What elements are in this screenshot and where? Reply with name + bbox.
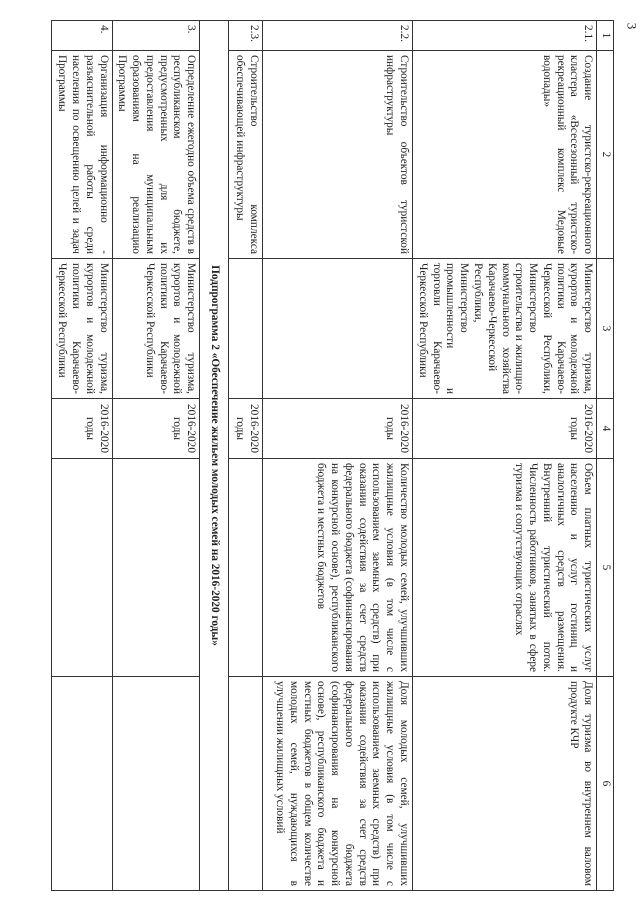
indicator: Объем платных туристических услуг населению и услуг гостиниц и аналогичных средств размещения. Внутренний туристический поток. Численность работников, занятых в сфере туризма и сопутствующих отраслях xyxy=(413,459,597,677)
subprogram-title: Подпрограмма 2 «Обеспечение жильем молодых семей на 2016-2020 годы» xyxy=(200,21,229,891)
table-row xyxy=(112,21,200,891)
table-row xyxy=(229,21,263,891)
executor: Министерство туризма, курортов и молодежной политики Карачаево-Черкесской Республики xyxy=(112,259,200,399)
row-number: 2.3. xyxy=(229,21,263,51)
target xyxy=(229,677,263,891)
header-cell: 2 xyxy=(597,51,614,259)
target xyxy=(52,677,112,891)
page-number: 3 xyxy=(623,22,639,30)
activity-name: Строительство объектов туристской инфраструктуры xyxy=(263,51,413,259)
table-row xyxy=(413,21,597,891)
header-row xyxy=(597,21,614,891)
target: Доля молодых семей, улучшивших жилищные условия (в том числе с использованием заемных средств) при оказании содействия за счет средств федерального бюджета (софинансирования на конкурсной основе), республиканского бюджета и местных бюджетов в общем количестве молодых семей, нуждающихся в улучшении жилищных условий xyxy=(263,677,413,891)
table-row xyxy=(263,21,413,891)
rotated-table-container xyxy=(56,20,614,890)
term: 2016-2020 годы xyxy=(52,399,112,459)
row-number: 3. xyxy=(112,21,200,51)
header-cell: 3 xyxy=(597,259,614,399)
activity-name: Организация информационно - разъяснительной работы среди населения по освещению целей и задач Программы xyxy=(52,51,112,259)
indicator xyxy=(112,459,200,677)
indicator: Количество молодых семей, улучшивших жилищные условия (в том числе с использованием заемных средств) при оказании содействия за счет средств федерального бюджета (софинансирования на конкурсной основе), республиканского бюджета и местных бюджетов xyxy=(263,459,413,677)
activity-name: Определение ежегодно объема средств в республиканском бюджете, предусмотренных для их предоставления муниципальным образованиям на реализацию Программы xyxy=(112,51,200,259)
header-cell: 6 xyxy=(597,677,614,891)
activity-name: Строительство комплекса обеспечивающей инфраструктуры xyxy=(229,51,263,259)
executor: Министерство туризма, курортов и молодежной политики Карачаево-Черкесской Республики xyxy=(52,259,112,399)
activity-name: Создание туристско-рекреационного кластера «Всесезонный туристско-рекреационный комплекс Медовые водопады» xyxy=(413,51,597,259)
indicator xyxy=(52,459,112,677)
target: Доля туризма во внутреннем валовом продукте КЧР xyxy=(413,677,597,891)
subprogram-row xyxy=(200,21,229,891)
row-number: 4. xyxy=(52,21,112,51)
executor xyxy=(263,259,413,399)
row-number: 2.1. xyxy=(413,21,597,51)
program-activities-table xyxy=(51,20,614,891)
executor xyxy=(229,259,263,399)
target xyxy=(112,677,200,891)
header-cell: 5 xyxy=(597,459,614,677)
term: 2016-2020 годы xyxy=(229,399,263,459)
term: 2016-2020 годы xyxy=(413,399,597,459)
term: 2016-2020 годы xyxy=(263,399,413,459)
term: 2016-2020 годы xyxy=(112,399,200,459)
row-number: 2.2. xyxy=(263,21,413,51)
table-row xyxy=(52,21,112,891)
indicator xyxy=(229,459,263,677)
header-cell: 4 xyxy=(597,399,614,459)
executor: Министерство туризма, курортов и молодежной политики Карачаево-Черкесской Республики, Министерство строительства и жилищно-коммунального хозяйства Карачаево-Черкесской Республики, Министерство промышленности и торговли Карачаево-Черкесской Республики xyxy=(413,259,597,399)
document-page xyxy=(56,20,614,890)
header-cell: 1 xyxy=(597,21,614,51)
